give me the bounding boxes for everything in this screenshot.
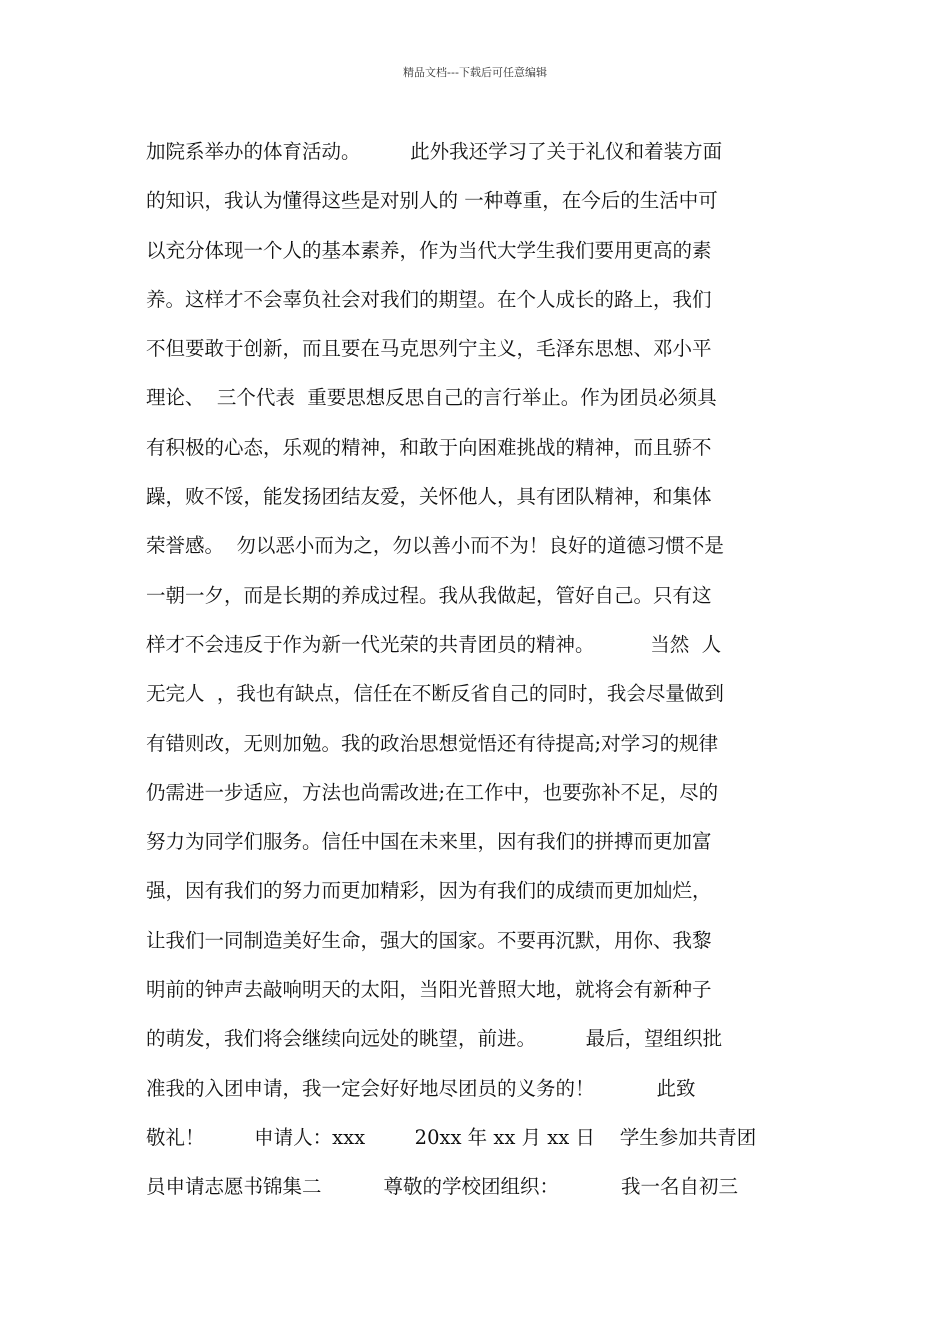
text-line: 加院系举办的体育活动。 此外我还学习了关于礼仪和着装方面 [146, 140, 723, 163]
text-line: 的萌发，我们将会继续向远处的眺望，前进。 最后，望组织批 [146, 1027, 723, 1051]
page-header: 精品文档---下载后可任意编辑 [403, 66, 547, 79]
text-line: 养。这样才不会辜负社会对我们的期望。在个人成长的路上，我们 [146, 287, 712, 311]
text-line: 样才不会违反于作为新一代光荣的共青团员的精神。 当然 人 [146, 632, 722, 656]
text-line: 强，因有我们的努力而更加精彩，因为有我们的成绩而更加灿烂， [146, 879, 712, 903]
text-line: 一朝一夕，而是长期的养成过程。我从我做起，管好自己。只有这 [146, 583, 712, 607]
text-line: 有积极的心态，乐观的精神，和敢于向困难挑战的精神，而且骄不 [146, 435, 712, 459]
text-line: 的知识，我认为懂得这些是对别人的 一种尊重，在今后的生活中可 [146, 189, 718, 213]
text-line: 仍需进一步适应，方法也尚需改进;在工作中，也要弥补不足，尽的 [146, 780, 719, 804]
text-line: 理论、 三个代表 重要思想反思自己的言行举止。作为团员必须具 [146, 386, 717, 410]
text-line: 努力为同学们服务。信任中国在未来里，因有我们的拼搏而更加富 [146, 830, 712, 854]
body-text [146, 132, 816, 1217]
text-line: 以充分体现一个人的基本素养，作为当代大学生我们要用更高的素 [146, 238, 712, 262]
text-line: 敬礼！ 申请人：xxx 20xx 年 xx 月 xx 日 学生参加共青团 [146, 1125, 757, 1149]
text-line: 荣誉感。 勿以恶小而为之，勿以善小而不为！良好的道德习惯不是 [146, 534, 724, 558]
text-line: 不但要敢于创新，而且要在马克思列宁主义，毛泽东思想、邓小平 [146, 337, 712, 361]
text-line: 明前的钟声去敲响明天的太阳，当阳光普照大地，就将会有新种子 [146, 978, 712, 1002]
text-line: 员申请志愿书锦集二 尊敬的学校团组织： 我一名自初三 [146, 1175, 738, 1199]
text-line: 有错则改，无则加勉。我的政治思想觉悟还有待提高;对学习的规律 [146, 731, 719, 755]
text-line: 躁，败不馁，能发扬团结友爱，关怀他人，具有团队精神，和集体 [146, 485, 712, 509]
text-line: 准我的入团申请，我一定会好好地尽团员的义务的！ 此致 [146, 1076, 696, 1100]
text-line: 让我们一同制造美好生命，强大的国家。不要再沉默，用你、我黎 [146, 928, 712, 952]
text-line: 无完人 ，我也有缺点，信任在不断反省自己的同时，我会尽量做到 [146, 682, 724, 706]
